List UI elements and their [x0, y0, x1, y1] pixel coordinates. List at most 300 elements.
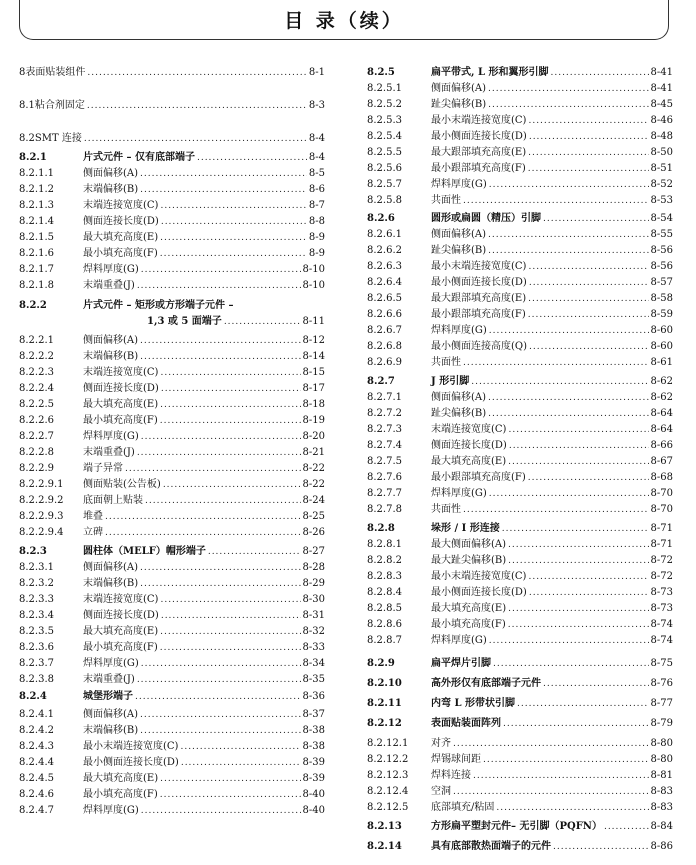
- toc-entry-page: 8-25: [302, 511, 325, 522]
- toc-entry-title: 最小末端连接宽度(C): [83, 741, 179, 752]
- toc-entry-number: 8.2.3.4: [19, 610, 54, 621]
- toc-leader-dots: [140, 708, 301, 723]
- toc-entry-number: 8.2.6.4: [367, 277, 402, 288]
- toc-leader-dots: [508, 618, 649, 633]
- toc-entry-title: 高外形仅有底部端子元件: [431, 678, 541, 689]
- toc-entry[interactable]: [367, 454, 673, 469]
- toc-entry[interactable]: [367, 553, 673, 568]
- toc-entry-number: 8.2.12.4: [367, 786, 409, 797]
- toc-entry-title: 端子异常: [83, 463, 123, 474]
- toc-entry-number: 8.2.2.8: [19, 447, 54, 458]
- toc-entry-page: 8-7: [308, 200, 325, 211]
- toc-leader-dots: [224, 315, 301, 330]
- toc-entry-page: 8-45: [650, 99, 673, 110]
- toc-entry[interactable]: [19, 739, 325, 754]
- toc-leader-dots: [528, 114, 648, 129]
- toc-entry-title: 共面性: [431, 504, 461, 515]
- toc-entry-page: 8-35: [302, 674, 325, 685]
- toc-entry-number: 8.2.1.2: [19, 184, 54, 195]
- toc-entry-number: 8.2.6.1: [367, 229, 402, 240]
- toc-entry-number: 8.2.2.2: [19, 351, 54, 362]
- toc-entry-title: 对齐: [431, 738, 451, 749]
- toc-entry-title: 侧面连接长度(D): [83, 216, 159, 227]
- toc-entry[interactable]: [19, 723, 325, 738]
- toc-entry-page: 8-38: [302, 741, 325, 752]
- toc-entry-page: 8-60: [650, 341, 673, 352]
- toc-entry-number: 8.2.8.6: [367, 619, 402, 630]
- toc-entry-page: 8-18: [302, 399, 325, 410]
- toc-leader-dots: [141, 263, 301, 278]
- toc-entry-page: 8-84: [650, 821, 673, 832]
- toc-leader-dots: [529, 276, 649, 291]
- toc-entry-page: 8-48: [650, 131, 673, 142]
- toc-entry[interactable]: [19, 333, 325, 348]
- toc-entry[interactable]: [19, 429, 325, 444]
- toc-leader-dots: [502, 522, 649, 537]
- toc-entry[interactable]: [367, 113, 673, 128]
- toc-entry-number: 8.2.12: [367, 718, 402, 729]
- toc-leader-dots: [508, 423, 648, 438]
- toc-entry[interactable]: [367, 406, 673, 421]
- toc-entry[interactable]: [367, 585, 673, 600]
- toc-leader-dots: [453, 737, 649, 752]
- toc-entry[interactable]: [367, 601, 673, 616]
- toc-leader-dots: [160, 231, 307, 246]
- toc-entry-page: 8-52: [650, 179, 673, 190]
- toc-entry-page: 8-74: [650, 635, 673, 646]
- toc-entry[interactable]: [367, 323, 673, 338]
- toc-entry-title: 侧面偏移(A): [431, 392, 487, 403]
- toc-leader-dots: [137, 446, 301, 461]
- toc-entry-page: 8-4: [308, 152, 325, 163]
- toc-entry[interactable]: [367, 243, 673, 258]
- toc-entry[interactable]: [19, 672, 325, 687]
- toc-entry-page: 8-37: [302, 709, 325, 720]
- toc-entry[interactable]: [19, 381, 325, 396]
- toc-entry-title: 圆形或扁圆（精压）引脚: [431, 213, 541, 224]
- toc-entry-number: 8.2.10: [367, 678, 402, 689]
- toc-entry-title: 共面性: [431, 195, 461, 206]
- toc-entry[interactable]: [19, 298, 325, 313]
- toc-leader-dots: [160, 366, 300, 381]
- toc-entry-page: 8-28: [302, 562, 325, 573]
- toc-entry[interactable]: [19, 787, 325, 802]
- toc-entry-page: 8-68: [650, 472, 673, 483]
- toc-entry-title: 底面朝上贴装: [83, 495, 143, 506]
- toc-entry-number: 8.2.8.1: [367, 539, 402, 550]
- toc-entry-title: 最大填充高度(E): [431, 603, 507, 614]
- toc-entry-number: 8.2.7.3: [367, 424, 402, 435]
- toc-entry[interactable]: [19, 397, 325, 412]
- toc-entry-number: 8.2.2.1: [19, 335, 54, 346]
- toc-entry[interactable]: [367, 521, 673, 536]
- toc-entry[interactable]: [367, 161, 673, 176]
- toc-entry[interactable]: [367, 291, 673, 306]
- toc-entry-title: 最大趾尖偏移(B): [431, 555, 507, 566]
- toc-entry-title: 片式元件 – 矩形或方形端子元件 –: [83, 300, 234, 311]
- toc-entry-title: 最小侧面连接长度(D): [431, 277, 527, 288]
- toc-entry[interactable]: [367, 339, 673, 354]
- toc-entry-title: 方形扁平塑封元件– 无引脚（PQFN）: [431, 821, 602, 832]
- toc-entry-title: 最小侧面连接长度(D): [83, 757, 179, 768]
- toc-leader-dots: [145, 494, 301, 509]
- toc-entry-page: 8-55: [650, 229, 673, 240]
- toc-entry[interactable]: [367, 97, 673, 112]
- toc-entry[interactable]: [367, 486, 673, 501]
- toc-entry-number: 8.2.6.3: [367, 261, 402, 272]
- toc-entry-number: 8.2.2.9: [19, 463, 54, 474]
- toc-leader-dots: [528, 292, 648, 307]
- toc-entry-title: 末端连接宽度(C): [83, 200, 159, 211]
- toc-entry-number: 8.2.14: [367, 841, 402, 852]
- toc-entry-page: 8-4: [308, 133, 325, 144]
- toc-entry-number: 8.2.6: [367, 213, 395, 224]
- toc-entry-page: 8-64: [650, 408, 673, 419]
- toc-entry[interactable]: [19, 608, 325, 623]
- toc-entry-title: 表面贴装面阵列: [431, 718, 501, 729]
- toc-entry[interactable]: [367, 819, 673, 834]
- toc-entry-title: 具有底部散热面端子的元件: [431, 841, 551, 852]
- toc-entry-page: 8-9: [308, 232, 325, 243]
- toc-leader-dots: [160, 625, 300, 640]
- toc-leader-dots: [105, 526, 301, 541]
- toc-leader-dots: [508, 554, 648, 569]
- toc-entry[interactable]: [367, 259, 673, 274]
- toc-entry[interactable]: [367, 784, 673, 799]
- toc-entry-number: 8.2.1.4: [19, 216, 54, 227]
- toc-entry[interactable]: [367, 752, 673, 767]
- toc-entry[interactable]: [19, 771, 325, 786]
- toc-entry[interactable]: [19, 98, 325, 113]
- toc-entry[interactable]: [19, 65, 325, 80]
- toc-leader-dots: [163, 478, 301, 493]
- toc-entry-page: 8-20: [302, 431, 325, 442]
- toc-entry-page: 8-30: [302, 594, 325, 605]
- toc-leader-dots: [543, 677, 649, 692]
- toc-entry-title: 侧面连接长度(D): [83, 610, 159, 621]
- toc-entry-number: 8.2.2: [19, 300, 47, 311]
- toc-entry-title: SMT 连接: [34, 133, 82, 144]
- toc-entry-number: 8.2.6.6: [367, 309, 402, 320]
- toc-entry-page: 8-10: [302, 264, 325, 275]
- toc-entry-page: 8-66: [650, 440, 673, 451]
- toc-entry-page: 8-57: [650, 277, 673, 288]
- toc-entry-number: 8.2.4: [19, 691, 47, 702]
- toc-leader-dots: [140, 334, 301, 349]
- toc-leader-dots: [508, 602, 648, 617]
- toc-entry-title: 城堡形端子: [83, 691, 133, 702]
- toc-entry[interactable]: [19, 624, 325, 639]
- toc-entry[interactable]: [19, 445, 325, 460]
- toc-entry-page: 8-11: [302, 316, 325, 327]
- toc-leader-dots: [161, 382, 301, 397]
- toc-entry-title: 焊料厚度(G): [83, 264, 139, 275]
- toc-leader-dots: [489, 178, 649, 193]
- toc-leader-dots: [488, 391, 649, 406]
- toc-entry[interactable]: [19, 525, 325, 540]
- toc-leader-dots: [529, 586, 649, 601]
- toc-entry-title: 最小侧面连接长度(D): [431, 131, 527, 142]
- toc-entry-number: 8.2.4.4: [19, 757, 54, 768]
- toc-entry-page: 8-72: [650, 571, 673, 582]
- toc-entry[interactable]: [367, 502, 673, 517]
- toc-leader-dots: [463, 194, 649, 209]
- toc-entry-title: 焊料厚度(G): [83, 805, 139, 816]
- toc-entry-page: 8-21: [302, 447, 325, 458]
- toc-entry-page: 8-5: [308, 168, 325, 179]
- toc-leader-dots: [489, 487, 649, 502]
- toc-entry-number: 8.2: [19, 133, 35, 144]
- toc-entry-page: 8-1: [308, 67, 325, 78]
- toc-entry[interactable]: [367, 716, 673, 731]
- toc-entry-page: 8-56: [650, 261, 673, 272]
- toc-entry-number: 8.2.6.5: [367, 293, 402, 304]
- toc-entry-number: 8.2.4.6: [19, 789, 54, 800]
- toc-leader-dots: [137, 673, 301, 688]
- toc-entry[interactable]: [367, 617, 673, 632]
- toc-entry[interactable]: [19, 803, 325, 818]
- toc-entry[interactable]: [367, 800, 673, 815]
- toc-entry[interactable]: [19, 493, 325, 508]
- toc-entry-page: 8-40: [302, 805, 325, 816]
- toc-leader-dots: [208, 545, 301, 560]
- toc-entry[interactable]: [19, 689, 325, 704]
- toc-leader-dots: [161, 609, 301, 624]
- toc-entry[interactable]: [19, 576, 325, 591]
- toc-entry-title: 最小跟部填充高度(F): [431, 163, 526, 174]
- toc-entry-page: 8-36: [302, 691, 325, 702]
- toc-entry-title: 末端偏移(B): [83, 184, 139, 195]
- toc-entry[interactable]: [19, 262, 325, 277]
- toc-entry-title: 趾尖偏移(B): [431, 408, 487, 419]
- toc-leader-dots: [105, 510, 301, 525]
- toc-entry[interactable]: [19, 640, 325, 655]
- toc-entry-number: 8.2.3: [19, 546, 47, 557]
- toc-entry-number: 8.2.7.4: [367, 440, 402, 451]
- toc-leader-dots: [453, 785, 649, 800]
- toc-entry-page: 8-80: [650, 754, 673, 765]
- toc-entry-page: 8-71: [650, 539, 673, 550]
- toc-leader-dots: [488, 98, 648, 113]
- toc-entry[interactable]: [19, 656, 325, 671]
- toc-entry-title: J 形引脚: [431, 376, 470, 387]
- toc-entry-title: 最大跟部填充高度(E): [431, 293, 527, 304]
- toc-entry-page: 8-6: [308, 184, 325, 195]
- toc-entry[interactable]: [19, 755, 325, 770]
- toc-entry-number: 8.2.7.1: [367, 392, 402, 403]
- toc-entry-page: 8-59: [650, 309, 673, 320]
- toc-entry[interactable]: [19, 365, 325, 380]
- toc-entry-page: 8-75: [650, 658, 673, 669]
- toc-entry-number: 8.2.5.1: [367, 83, 402, 94]
- toc-entry-page: 8-79: [650, 718, 673, 729]
- toc-entry-title: 最小侧面连接长度(D): [431, 587, 527, 598]
- toc-entry[interactable]: [367, 275, 673, 290]
- toc-entry[interactable]: [367, 211, 673, 226]
- toc-entry-number: 8.2.5.6: [367, 163, 402, 174]
- toc-entry-page: 8-50: [650, 147, 673, 158]
- toc-entry[interactable]: [367, 390, 673, 405]
- toc-entry-number: 8.2.7.6: [367, 472, 402, 483]
- toc-entry[interactable]: [19, 560, 325, 575]
- toc-leader-dots: [197, 151, 307, 166]
- toc-entry-number: 8.2.4.5: [19, 773, 54, 784]
- toc-entry-number: 8: [19, 67, 26, 78]
- toc-entry[interactable]: [367, 676, 673, 691]
- toc-entry[interactable]: [19, 461, 325, 476]
- toc-entry-number: 8.2.7.2: [367, 408, 402, 419]
- toc-entry[interactable]: [367, 374, 673, 389]
- toc-entry-title: 侧面偏移(A): [83, 562, 139, 573]
- toc-entry-title: 粘合剂固定: [34, 100, 85, 111]
- toc-entry[interactable]: [19, 182, 325, 197]
- toc-entry-number: 8.2.2.9.1: [19, 479, 64, 490]
- toc-entry[interactable]: [19, 349, 325, 364]
- toc-entry-page: 8-60: [650, 325, 673, 336]
- toc-entry-number: 8.2.13: [367, 821, 402, 832]
- toc-entry[interactable]: [19, 278, 325, 293]
- toc-leader-dots: [488, 244, 648, 259]
- toc-entry[interactable]: [19, 166, 325, 181]
- toc-entry-page: 8-56: [650, 245, 673, 256]
- toc-entry-number: 8.2.2.5: [19, 399, 54, 410]
- toc-entry[interactable]: [367, 438, 673, 453]
- toc-entry-number: 8.2.6.9: [367, 357, 402, 368]
- toc-entry[interactable]: [367, 193, 673, 208]
- toc-entry-number: 8.2.1.3: [19, 200, 54, 211]
- toc-leader-dots: [517, 697, 649, 712]
- toc-entry-page: 8-72: [650, 555, 673, 566]
- toc-entry-title: 共面性: [431, 357, 461, 368]
- toc-entry[interactable]: [367, 227, 673, 242]
- toc-leader-dots: [87, 99, 307, 114]
- toc-entry-page: 8-24: [302, 495, 325, 506]
- toc-entry[interactable]: [19, 314, 325, 329]
- toc-leader-dots: [160, 398, 300, 413]
- toc-entry-page: 8-54: [650, 213, 673, 224]
- toc-entry-title: 末端连接宽度(C): [83, 367, 159, 378]
- toc-entry-page: 8-76: [650, 678, 673, 689]
- toc-leader-dots: [483, 753, 649, 768]
- toc-entry-number: 8.2.11: [367, 698, 402, 709]
- toc-entry-page: 8-83: [650, 786, 673, 797]
- toc-entry-number: 8.2.8: [367, 523, 395, 534]
- toc-leader-dots: [529, 130, 649, 145]
- toc-entry-title: 垛形 / I 形连接: [431, 523, 500, 534]
- toc-entry[interactable]: [367, 177, 673, 192]
- toc-entry[interactable]: [19, 198, 325, 213]
- toc-entry-page: 8-62: [650, 392, 673, 403]
- toc-entry[interactable]: [367, 768, 673, 783]
- toc-entry-title: 最小填充高度(F): [431, 619, 506, 630]
- toc-entry[interactable]: [19, 707, 325, 722]
- toc-leader-dots: [140, 350, 300, 365]
- toc-leader-dots: [125, 462, 301, 477]
- toc-entry-number: 8.2.12.1: [367, 738, 409, 749]
- toc-entry[interactable]: [367, 633, 673, 648]
- toc-entry[interactable]: [367, 839, 673, 854]
- toc-leader-dots: [160, 788, 301, 803]
- toc-entry[interactable]: [367, 129, 673, 144]
- toc-entry-page: 8-73: [650, 603, 673, 614]
- toc-entry-number: 8.2.5.2: [367, 99, 402, 110]
- toc-entry[interactable]: [19, 592, 325, 607]
- toc-entry[interactable]: [19, 509, 325, 524]
- toc-leader-dots: [488, 228, 649, 243]
- toc-entry[interactable]: [19, 150, 325, 165]
- toc-entry[interactable]: [19, 230, 325, 245]
- toc-leader-dots: [489, 324, 649, 339]
- toc-entry-number: 8.2.1.7: [19, 264, 54, 275]
- toc-entry-title: 最小填充高度(F): [83, 415, 158, 426]
- toc-entry-title: 表面贴装组件: [25, 67, 86, 78]
- toc-leader-dots: [528, 308, 649, 323]
- toc-entry-page: 8-32: [302, 626, 325, 637]
- toc-entry-title: 堆叠: [83, 511, 103, 522]
- toc-entry-page: 8-9: [308, 248, 325, 259]
- toc-entry[interactable]: [367, 696, 673, 711]
- toc-entry[interactable]: [367, 307, 673, 322]
- toc-entry-page: 8-62: [650, 376, 673, 387]
- toc-entry-title: 最大填充高度(E): [83, 773, 159, 784]
- toc-entry-number: 8.2.3.8: [19, 674, 54, 685]
- toc-entry-page: 8-40: [302, 789, 325, 800]
- toc-entry-number: 8.2.4.7: [19, 805, 54, 816]
- toc-entry[interactable]: [19, 544, 325, 559]
- toc-entry-page: 8-71: [650, 523, 673, 534]
- toc-entry-title: 最大跟部填充高度(E): [431, 147, 527, 158]
- toc-entry-number: 8.2.4.3: [19, 741, 54, 752]
- toc-entry[interactable]: [367, 470, 673, 485]
- toc-entry[interactable]: [367, 65, 673, 80]
- toc-entry[interactable]: [367, 81, 673, 96]
- toc-entry[interactable]: [367, 145, 673, 160]
- toc-entry-number: 8.2.6.7: [367, 325, 402, 336]
- toc-entry-number: 8.2.7.8: [367, 504, 402, 515]
- toc-entry-number: 8.2.7.5: [367, 456, 402, 467]
- toc-entry-title: 焊料厚度(G): [83, 431, 139, 442]
- toc-entry-title: 侧面偏移(A): [83, 709, 139, 720]
- toc-leader-dots: [473, 769, 649, 784]
- toc-entry-title: 末端偏移(B): [83, 351, 139, 362]
- toc-entry[interactable]: [19, 413, 325, 428]
- toc-entry[interactable]: [19, 246, 325, 261]
- toc-entry[interactable]: [367, 656, 673, 671]
- toc-entry-page: 8-3: [308, 100, 325, 111]
- toc-entry[interactable]: [367, 736, 673, 751]
- toc-leader-dots: [508, 455, 648, 470]
- toc-entry[interactable]: [19, 477, 325, 492]
- toc-entry[interactable]: [367, 569, 673, 584]
- toc-entry[interactable]: [367, 355, 673, 370]
- toc-entry-title: 末端连接宽度(C): [431, 424, 507, 435]
- toc-leader-dots: [509, 439, 649, 454]
- toc-entry-page: 8-33: [302, 642, 325, 653]
- toc-entry[interactable]: [367, 422, 673, 437]
- toc-entry[interactable]: [19, 131, 325, 146]
- toc-entry[interactable]: [19, 214, 325, 229]
- toc-leader-dots: [528, 260, 648, 275]
- toc-entry-title: 最小末端连接宽度(C): [431, 261, 527, 272]
- toc-entry-title: 末端偏移(B): [83, 578, 139, 589]
- toc-leader-dots: [140, 183, 307, 198]
- toc-entry-page: 8-10: [302, 280, 325, 291]
- toc-entry-title: 焊料连接: [431, 770, 471, 781]
- toc-entry-page: 8-34: [302, 658, 325, 669]
- toc-entry-number: 8.2.8.7: [367, 635, 402, 646]
- toc-entry[interactable]: [367, 537, 673, 552]
- toc-entry-number: 8.2.5: [367, 67, 395, 78]
